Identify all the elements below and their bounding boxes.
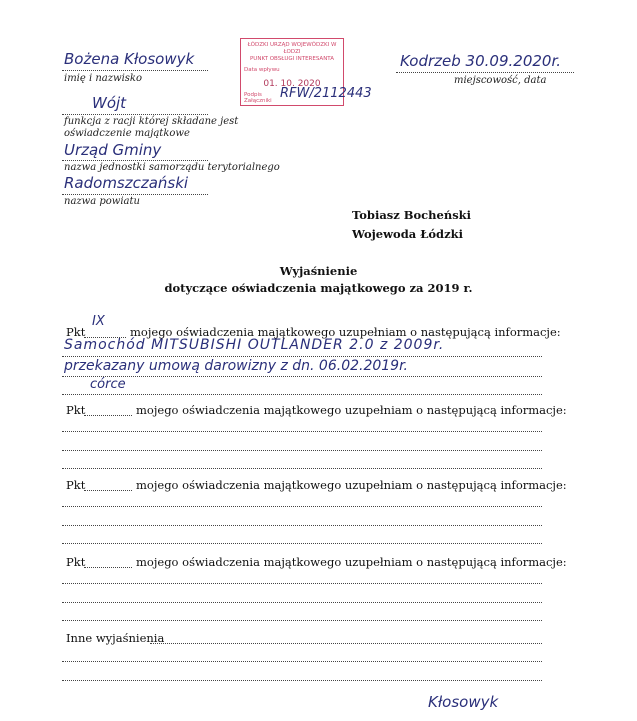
unit-handwritten: Urząd Gminy bbox=[64, 141, 162, 159]
stamp-line-2: PUNKT OBSŁUGI INTERESANTA bbox=[249, 56, 335, 62]
section-3-number-line bbox=[84, 490, 132, 491]
stamp-signature-label: Podpis bbox=[244, 92, 262, 98]
section-1-line-3-handwritten: córce bbox=[90, 377, 126, 392]
function-label-2: oświadczenie majątkowe bbox=[64, 128, 190, 139]
section-3-prefix: Pkt bbox=[66, 478, 86, 492]
other-line-1 bbox=[62, 661, 542, 662]
recipient-name: Tobiasz Bocheński bbox=[352, 208, 472, 222]
section-2-number-line bbox=[84, 415, 132, 416]
other-label: Inne wyjaśnienia bbox=[66, 631, 165, 645]
section-4-text: mojego oświadczenia majątkowego uzupełniam o następującą informacje: bbox=[136, 555, 567, 569]
section-4-line-3 bbox=[62, 620, 542, 621]
county-handwritten: Radomszczański bbox=[64, 174, 189, 192]
section-2-text: mojego oświadczenia majątkowego uzupełniam o następującą informacje: bbox=[136, 403, 567, 417]
section-4-line-1 bbox=[62, 583, 542, 584]
stamp-attachments-label: Załączniki bbox=[244, 98, 272, 104]
section-2-prefix: Pkt bbox=[66, 403, 86, 417]
other-line-0 bbox=[150, 643, 542, 644]
function-label-1: funkcja z racji której składane jest bbox=[64, 116, 239, 127]
function-line bbox=[62, 114, 208, 115]
place-date-handwritten: Kodrzeb 30.09.2020r. bbox=[400, 52, 562, 70]
stamp-received-label: Data wpływu bbox=[244, 67, 280, 73]
section-4-line-2 bbox=[62, 602, 542, 603]
section-4-number-line bbox=[84, 567, 132, 568]
section-1-line-1 bbox=[62, 356, 542, 357]
section-1-line-3 bbox=[62, 394, 542, 395]
section-1-line-2-handwritten: przekazany umową darowizny z dn. 06.02.2019r. bbox=[64, 358, 409, 374]
other-line-2 bbox=[62, 680, 542, 681]
section-3-line-2 bbox=[62, 525, 542, 526]
signature-handwritten: Kłosowyk bbox=[428, 693, 499, 711]
stamp-line-1: ŁÓDZKI URZĄD WOJEWÓDZKI W ŁODZI bbox=[247, 42, 337, 55]
section-1-line-1-handwritten: Samochód MITSUBISHI OUTLANDER 2.0 z 2009r. bbox=[64, 337, 445, 353]
unit-label: nazwa jednostki samorządu terytorialnego bbox=[64, 162, 280, 173]
document-subtitle: dotyczące oświadczenia majątkowego za 2019 r. bbox=[164, 281, 473, 295]
stamp-date: 01. 10. 2020 bbox=[263, 79, 321, 89]
county-label: nazwa powiatu bbox=[64, 196, 140, 207]
place-date-line bbox=[396, 72, 574, 73]
section-1-line-2 bbox=[62, 376, 542, 377]
name-handwritten: Bożena Kłosowyk bbox=[64, 50, 195, 68]
section-2-line-3 bbox=[62, 468, 542, 469]
unit-line bbox=[62, 160, 208, 161]
section-3-text: mojego oświadczenia majątkowego uzupełniam o następującą informacje: bbox=[136, 478, 567, 492]
section-3-line-1 bbox=[62, 506, 542, 507]
county-line bbox=[62, 194, 208, 195]
name-label: imię i nazwisko bbox=[64, 73, 142, 84]
section-1-text: mojego oświadczenia majątkowego uzupełniam o następującą informacje: bbox=[130, 325, 561, 339]
section-1-number-handwritten: IX bbox=[92, 314, 105, 329]
section-1-prefix: Pkt bbox=[66, 325, 86, 339]
name-line bbox=[62, 70, 208, 71]
function-handwritten: Wójt bbox=[92, 94, 127, 112]
stamp-ref-handwritten: RFW/2112443 bbox=[280, 86, 372, 101]
section-2-line-2 bbox=[62, 450, 542, 451]
document-title: Wyjaśnienie bbox=[279, 264, 358, 278]
section-3-line-3 bbox=[62, 543, 542, 544]
place-date-label: miejscowość, data bbox=[454, 75, 547, 86]
section-4-prefix: Pkt bbox=[66, 555, 86, 569]
section-2-line-1 bbox=[62, 431, 542, 432]
recipient-title: Wojewoda Łódzki bbox=[352, 227, 463, 241]
